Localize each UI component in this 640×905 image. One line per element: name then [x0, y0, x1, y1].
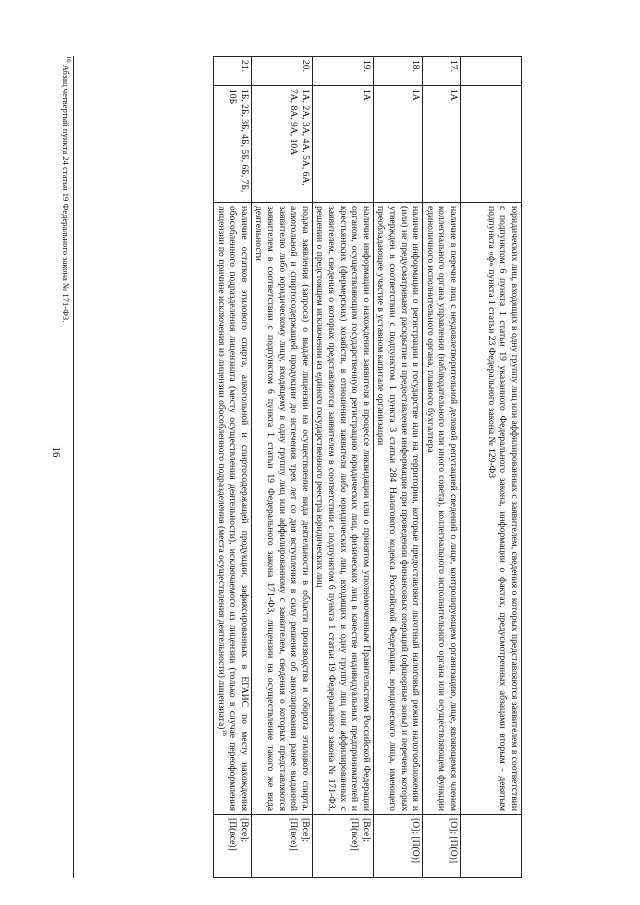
row-number-cell: [373, 57, 422, 86]
criterion-text-cell-text: наличие остатков этилового спирта, алкогольной и спиртосодержащей продукции, зафиксированных в ЕГАИС по месту нахождения обособленного подразделения лицензиата (месту осуществления деятельности), исключаемого из лицензии (только в случае переоформления лицензии по причине исключения из лицензии обособленного подразделения (места осуществления деятельности) лицензиата): [215, 206, 250, 811]
table-row: [251, 57, 312, 878]
criterion-text-cell: [373, 203, 422, 815]
license-groups-cell-text: 1А: [410, 89, 422, 101]
license-groups-cell-text: 1А: [448, 89, 459, 101]
license-groups-cell: [214, 86, 252, 203]
row-number-cell: [251, 57, 312, 86]
applicability-cell: [251, 815, 312, 878]
applicability-cell-text: [Все]; [П(все)]: [349, 818, 372, 851]
criterion-text-cell-text: подача заявления (запроса) о выдаче лицензии на осуществление вида деятельности в области производства и оборота этилового спирта, алкогольной и спиртосодержащей продукции до истечения трех лет со дня вступления в силу решения об аннулировании ранее выданной заявителю либо юридическому лицу, входящему в одну группу лиц или аффилированному с заявителем, сведения о которых представляются заявителем в соответствии с подпунктом 6 пункта 1 статьи 19 Федерального закона 171-ФЗ, лицензии на осуществление такого же вида деятельности: [253, 206, 311, 811]
content-rotation-wrapper: [61, 56, 522, 878]
page-number: 16: [50, 446, 62, 458]
applicability-cell: [214, 815, 252, 878]
license-groups-cell: [251, 86, 312, 203]
row-number-cell: [214, 57, 252, 86]
footnote-text: Абзац четвертый пункта 24 статьи 19 Федерального закона № 171-ФЗ.: [61, 62, 71, 323]
applicability-cell: [423, 815, 461, 878]
row-number-cell-text: 18.: [410, 60, 422, 72]
applicability-cell-text: [О]; [П(О)]: [410, 818, 422, 864]
table-row: [312, 57, 373, 878]
row-number-cell: [312, 57, 373, 86]
applicability-cell-text: [О]; [П(О)]: [448, 818, 459, 864]
rotated-page-content: [61, 56, 522, 878]
criterion-text-cell: [251, 203, 312, 815]
row-number-cell-text: 19.: [360, 60, 372, 72]
table-row: [461, 57, 522, 878]
applicability-cell-text: [Все]; [П(все)]: [227, 818, 250, 851]
criterion-text-cell: [312, 203, 373, 815]
license-groups-cell-text: 1А, 2А, 3А, 4А, 5А, 6А, 7А, 8А, 9А, 10А: [288, 89, 311, 186]
row-number-cell: [423, 57, 461, 86]
applicability-cell-text: [Все]; [П(все)]: [288, 818, 311, 851]
criterion-text-cell-text: наличие информации о регистрации в государстве или на территории, которые предоставляют льготный налоговый режим налогообложения и (или) не предусматривают раскрытие и предоставление информации при проведении финансовых операций (офшорные зоны) и перечень которых утвержден в соответствии с подпунктом 1 пункта 3 статьи 284 Налогового кодекса Российской Федерации, юридического лица, имеющего преобладающее участие в уставном капитале организации: [375, 206, 422, 811]
license-groups-cell-text: 1Б, 2Б, 3Б, 4Б, 5Б, 6Б, 7Б, 10Б: [227, 89, 250, 193]
applicability-cell: [312, 815, 373, 878]
row-number-cell-text: 21.: [238, 60, 250, 72]
table-row: [214, 57, 252, 878]
row-number-cell: [461, 57, 522, 86]
criterion-text-cell-text: наличие информации о нахождении заявителя в процессе ликвидации или о принятом уполномоченным Правительством Российской Федерации органом, осуществляющим государственную регистрацию юридических лиц, физических лиц в качестве индивидуальных предпринимателей и крестьянских (фермерских) хозяйств, в отношении заявителя либо юридических лиц, входящих в одну группу лиц или аффилированных с заявителем, сведения о которых представляются заявителем в соответствии с подпунктом 6 пункта 1 статьи 19 Федерального закона № 171-ФЗ, решении о предстоящем исключении из единого государственного реестра юридических лиц: [314, 206, 372, 811]
applicability-cell: [461, 815, 522, 878]
applicability-cell: [373, 815, 422, 878]
criterion-text-cell-text: юридических лиц, входящих в одну группу лиц или аффилированных с заявителем, сведения о которых представляются заявителем в соответствии с подпунктом 6 пункта 1 статьи 19 указанного Федерального закона, информации о фактах, предусмотренных абзацами вторым - девятым подпункта «ф» пункта 1 статьи 23 Федерального закона № 129-ФЗ: [485, 206, 520, 811]
row-number-cell-text: 20.: [299, 60, 311, 72]
license-groups-cell: [312, 86, 373, 203]
license-groups-cell: [423, 86, 461, 203]
license-groups-cell: [461, 86, 522, 203]
table-row: [373, 57, 422, 878]
criteria-table: [213, 56, 522, 878]
license-groups-cell: [373, 86, 422, 203]
footnote: [61, 56, 74, 878]
table-row: [423, 57, 461, 878]
criterion-text-cell: [214, 203, 252, 815]
criterion-text-cell: [461, 203, 522, 815]
footnote-mark: 16: [64, 56, 72, 63]
criterion-text-cell: [423, 203, 461, 815]
row-number-cell-text: 17.: [448, 60, 459, 72]
footnote-reference: 16: [220, 729, 228, 736]
license-groups-cell-text: 1А: [360, 89, 372, 101]
criterion-text-cell-text: наличие в перечне лиц с неудовлетворительной деловой репутацией сведений о лице, контролирующем организацию, лице, являющемся членом коллегиального органа управления (наблюдательного или иного совета), коллегиального исполнительного органа или осуществляющем функции единоличного исполнительного органа, главного бухгалтера: [424, 206, 459, 811]
